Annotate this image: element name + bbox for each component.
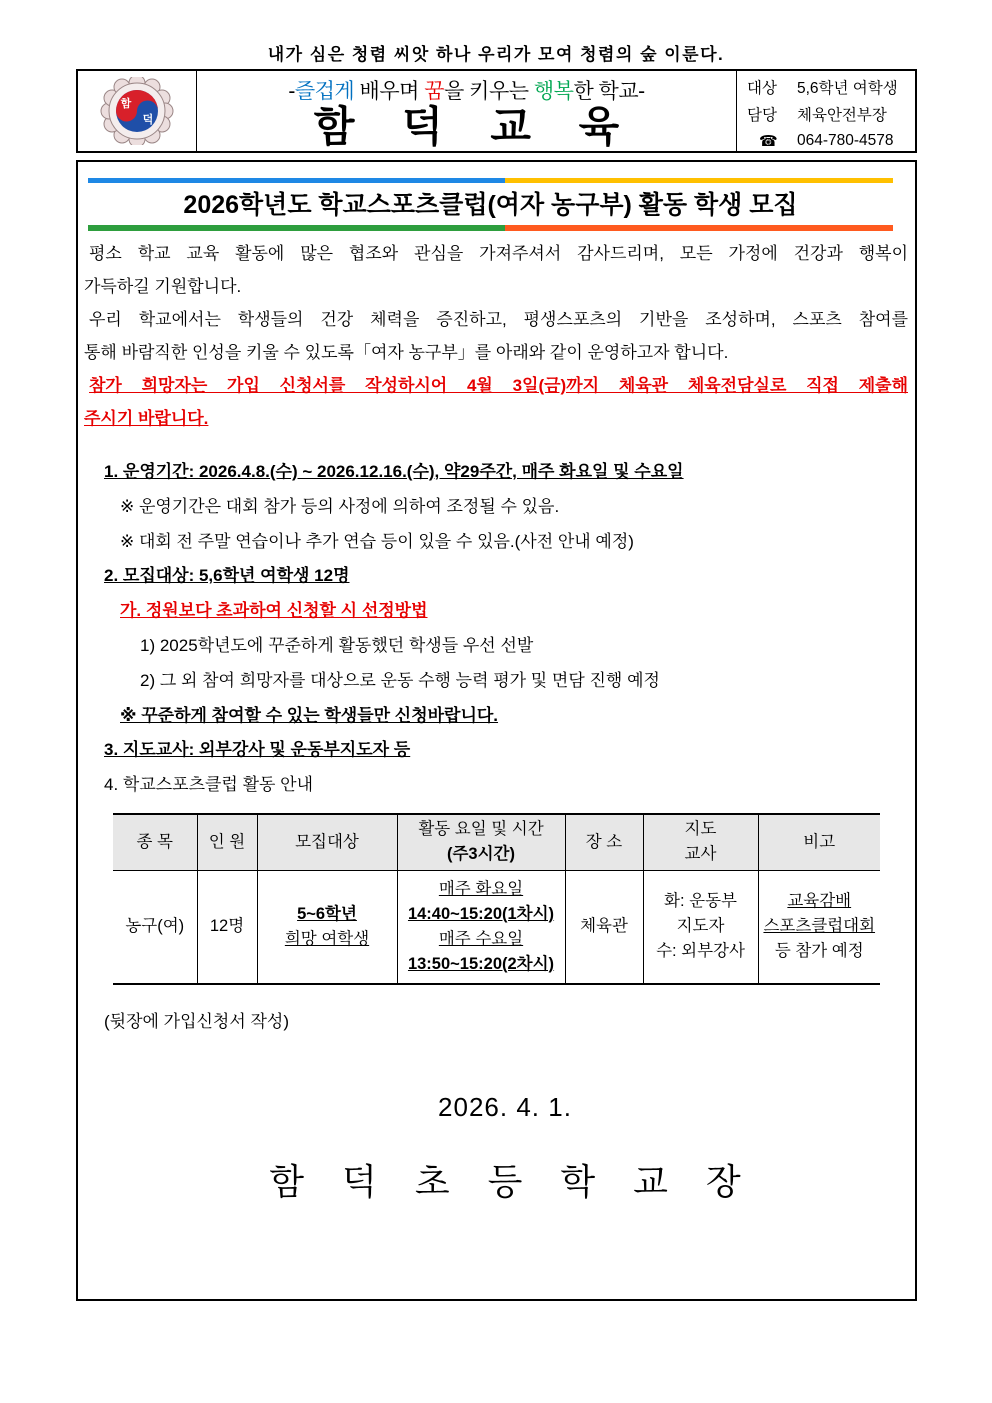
title-bar-top-right	[505, 178, 893, 183]
principal-signature: 함 덕 초 등 학 교 장	[269, 1161, 755, 1202]
teacher-line: 지도자	[676, 917, 725, 936]
selection-item: 2) 그 외 참여 희망자를 대상으로 운동 수행 능력 평가 및 면담 진행 예정	[140, 670, 660, 690]
document-title: 2026학년도 학교스포츠클럽(여자 농구부) 활동 학생 모집	[183, 191, 798, 219]
target-label: 대상	[747, 79, 777, 97]
intro-line: 평소 학교 교육 활동에 많은 협조와 관심을 가져주셔서 감사드리며, 모든 가정에 건강과 행복이	[89, 244, 908, 263]
selection-note	[84, 699, 908, 734]
school-slogan	[197, 79, 736, 105]
cell-teacher	[643, 870, 758, 984]
title-bar-bottom-right	[505, 225, 893, 231]
schedule-day: 매주 수요일	[438, 929, 524, 948]
target-heading	[84, 559, 908, 594]
school-header	[76, 69, 917, 153]
table-header-cell	[257, 814, 397, 870]
slogan-word-happy: 행복	[533, 80, 574, 103]
place-value: 체육관	[580, 917, 628, 936]
teacher-line: 수: 외부강사	[656, 942, 745, 961]
header-teacher-2: 교사	[684, 845, 717, 864]
title-bar-bottom-left	[88, 225, 505, 231]
target-group: 희망 여학생	[284, 929, 370, 948]
cell-place	[565, 870, 643, 984]
manager-label: 담당	[747, 106, 777, 124]
slogan-text-2: 을 키우는	[444, 80, 534, 103]
intro-text	[84, 237, 908, 435]
intro-line: 통해 바람직한 인성을 키울 수 있도록「여자 농구부」를 아래와 같이 운영하고자 합니다.	[84, 343, 729, 362]
phone-icon	[747, 132, 797, 150]
submission-notice	[84, 402, 908, 435]
note-line: 스포츠클럽대회	[763, 917, 876, 936]
target-text: 2. 모집대상: 5,6학년 여학생 12명	[104, 566, 350, 586]
selection-note-text: ※ 꾸준하게 참여할 수 있는 학생들만 신청바랍니다.	[120, 705, 499, 725]
header-place: 장 소	[585, 832, 623, 851]
info-row-phone	[747, 127, 915, 154]
instructor-heading	[84, 733, 908, 768]
slogan-cell	[197, 71, 737, 151]
title-bar-bottom	[88, 225, 893, 231]
table-row	[113, 870, 880, 984]
contact-info	[737, 71, 915, 151]
schedule-time: 14:40~15:20(1차시)	[407, 904, 555, 923]
note-line: 교육감배	[787, 892, 852, 911]
info-row-target	[747, 73, 915, 100]
schedule-day: 매주 화요일	[438, 879, 524, 898]
integrity-motto: 내가 심은 청렴 씨앗 하나 우리가 모여 청렴의 숲 이룬다.	[267, 45, 725, 64]
slogan-text-1: 배우며	[354, 80, 425, 103]
logo-cell	[78, 71, 197, 151]
selection-item: 1) 2025학년도에 꾸준하게 활동했던 학생들 우선 선발	[140, 635, 534, 655]
schedule-time: 13:50~15:20(2차시)	[407, 954, 555, 973]
selection-heading-text: 가. 정원보다 초과하여 신청할 시 선정방법	[120, 601, 428, 621]
header-schedule: 활동 요일 및 시간	[418, 820, 544, 839]
sport-value: 농구(여)	[125, 917, 185, 936]
title-bar-top-left	[88, 178, 505, 183]
table-header-row	[113, 814, 880, 870]
selection-heading	[84, 594, 908, 629]
header-teacher: 지도	[684, 820, 717, 839]
table-header-cell	[758, 814, 880, 870]
header-sport: 종 목	[136, 832, 173, 851]
program-details	[84, 455, 908, 803]
activity-table	[113, 813, 880, 985]
header-schedule-hours: (주3시간)	[447, 845, 515, 864]
title-bar-top	[88, 178, 893, 183]
manager-value: 체육안전부장	[797, 106, 887, 124]
school-title: 함 덕 교 육	[313, 103, 638, 150]
target-grade: 5~6학년	[297, 904, 357, 923]
document-date: 2026. 4. 1.	[438, 1092, 572, 1122]
emblem-letter-1: 함	[120, 98, 132, 110]
header-count: 인 원	[208, 832, 246, 851]
teacher-line: 화: 운동부	[664, 892, 737, 911]
submission-notice-end: 주시기 바랍니다.	[84, 409, 209, 428]
cell-target	[257, 870, 397, 984]
slogan-dash-open: -	[288, 80, 295, 103]
activity-table-wrap	[113, 813, 880, 985]
school-emblem-icon	[95, 77, 179, 145]
cell-count	[197, 870, 257, 984]
slogan-text-3: 한 학교	[573, 80, 639, 103]
table-header-cell	[397, 814, 565, 870]
slogan-dash-close: -	[638, 80, 645, 103]
phone-value: 064-780-4578	[797, 131, 894, 149]
note-line: 등 참가 예정	[774, 942, 864, 961]
activity-heading: 4. 학교스포츠클럽 활동 안내	[104, 775, 313, 795]
cell-note	[758, 870, 880, 984]
period-note: ※ 대회 전 주말 연습이나 추가 연습 등이 있을 수 있음.(사전 안내 예정)	[120, 531, 634, 551]
slogan-word-dream: 꿈	[424, 80, 445, 103]
back-page-note: (뒷장에 가입신청서 작성)	[104, 1012, 289, 1031]
table-header-cell	[197, 814, 257, 870]
cell-schedule	[397, 870, 565, 984]
instructor-text: 3. 지도교사: 외부강사 및 운동부지도자 등	[104, 740, 411, 760]
info-row-manager	[747, 100, 915, 127]
count-value: 12명	[209, 917, 245, 936]
submission-notice: 참가 희망자는 가입 신청서를 작성하시어 4월 3일(금)까지 체육관 체육전담실로 직접 제출해	[89, 376, 908, 395]
cell-sport	[113, 870, 197, 984]
table-header-cell	[113, 814, 197, 870]
period-heading	[84, 455, 908, 490]
table-header-cell	[643, 814, 758, 870]
slogan-word-fun: 즐겁게	[294, 80, 355, 103]
period-text: 1. 운영기간: 2026.4.8.(수) ~ 2026.12.16.(수), 약29주간, 매주 화요일 및 수요일	[104, 462, 684, 481]
period-note: ※ 운영기간은 대회 참가 등의 사정에 의하여 조정될 수 있음.	[120, 496, 560, 516]
intro-line: 가득하길 기원합니다.	[84, 277, 242, 296]
target-value: 5,6학년 여학생	[797, 79, 898, 97]
emblem-letter-2: 덕	[142, 114, 154, 126]
header-target: 모집대상	[295, 832, 359, 851]
intro-line: 우리 학교에서는 학생들의 건강 체력을 증진하고, 평생스포츠의 기반을 조성하며, 스포츠 참여를	[89, 310, 908, 329]
table-header-cell	[565, 814, 643, 870]
header-note: 비고	[803, 832, 836, 851]
